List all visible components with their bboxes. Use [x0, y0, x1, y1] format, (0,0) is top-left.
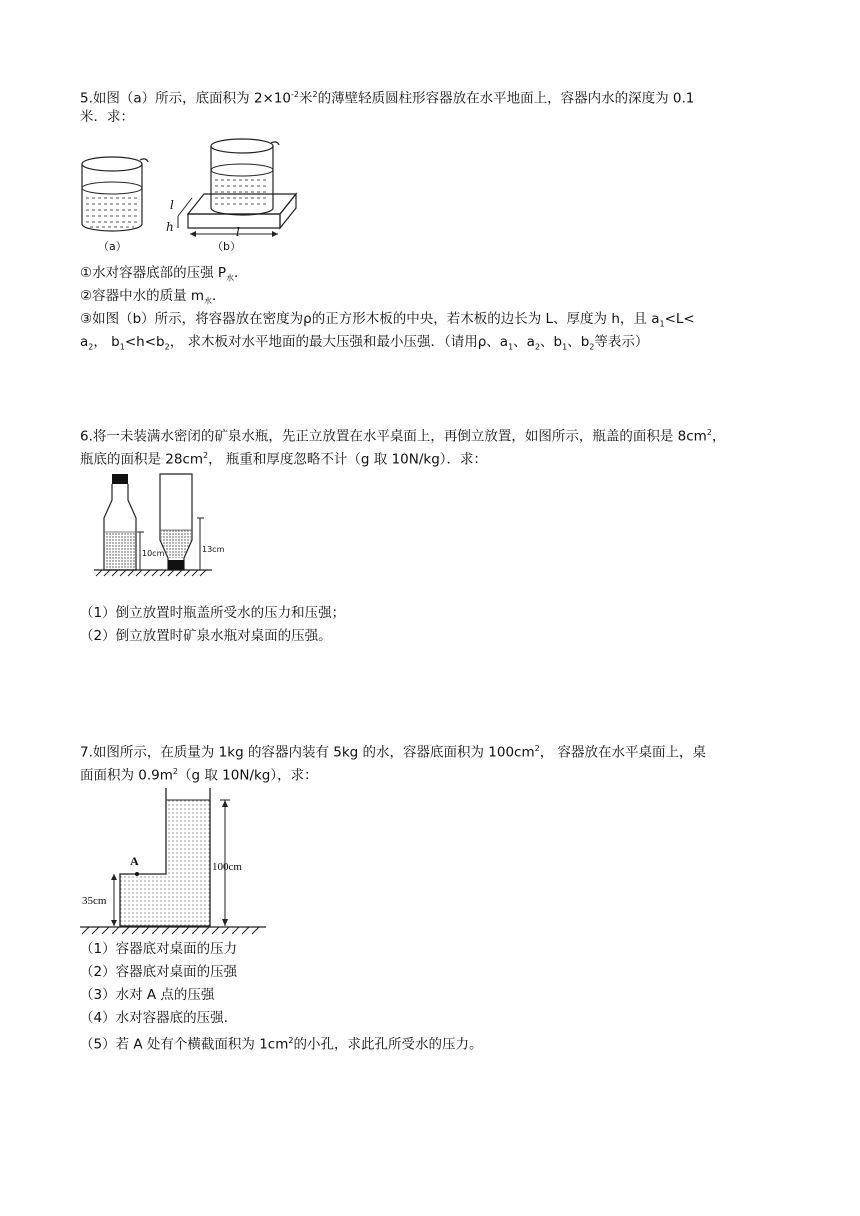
- q6-figure-bottles: [94, 470, 224, 582]
- q6-figure-label-13cm: 13cm: [202, 545, 225, 554]
- q7-item-5: （5）若 A 处有个横截面积为 $1cm^2$的小孔，求此孔所受水的压力。: [80, 1036, 483, 1053]
- q5-item-3-line2: $a_2$， $b_1<h<b_2$， 求木板对水平地面的最大压强和最小压强．（请用ρ、$a_1$、$a_2$、$b_1$、$b_2$等表示）: [80, 334, 649, 352]
- q7-item-1: （1）容器底对桌面的压力: [80, 941, 238, 957]
- q7-item-3: （3）水对 A 点的压强: [80, 987, 215, 1003]
- q5-item-1: ①水对容器底部的压强 $P_水$．: [80, 265, 248, 283]
- q7-figure-label-100cm: 100cm: [212, 861, 242, 873]
- q6-figure-label-10cm: 10cm: [142, 549, 165, 558]
- q5-figure-label-h: h: [166, 220, 174, 234]
- q7-item-4: （4）水对容器底的压强.: [80, 1010, 228, 1026]
- q7-item-2: （2）容器底对桌面的压强: [80, 964, 238, 980]
- q6-item-1: （1）倒立放置时瓶盖所受水的压力和压强；: [80, 605, 346, 621]
- q7-figure-label-35cm: 35cm: [82, 895, 107, 907]
- q5-figure-label-l-side: l: [170, 198, 174, 212]
- q5-stem-line1: 5.如图（a）所示，底面积为 $2\times 10^{-2}$米$^2$的薄壁轻质圆柱形容器放在水平地面上，容器内水的深度为 0.1: [80, 90, 695, 107]
- q6-stem-line2: 瓶底的面积是 $28cm^2$， 瓶重和厚度忽略不计（g 取 10N/kg）．求：: [80, 451, 488, 468]
- q5-figure-a-caption: （a）: [98, 240, 127, 253]
- q5-figure-b-caption: （b）: [212, 240, 241, 253]
- q5-figure-label-l-bottom: l: [236, 225, 240, 239]
- q7-stem-line1: 7.如图所示，在质量为 1kg 的容器内装有 5kg 的水，容器底面积为 $100cm^2$， 容器放在水平桌面上，桌: [80, 744, 707, 761]
- q7-figure-label-a: A: [130, 854, 139, 868]
- q5-item-2: ②容器中水的质量 $m_水$．: [80, 288, 226, 306]
- q5-stem-line2: 米．求：: [80, 109, 134, 125]
- q6-stem-line1: 6.将一未装满水密闭的矿泉水瓶，先正立放置在水平桌面上，再倒立放置，如图所示，瓶盖的面积是 $8cm^2$，: [80, 428, 726, 445]
- q5-item-3-line1: ③如图（b）所示，将容器放在密度为ρ的正方形木板的中央，若木板的边长为 L、厚度为 h，且 $a_1<L<$: [80, 311, 695, 329]
- q6-item-2: （2）倒立放置时矿泉水瓶对桌面的压强。: [80, 628, 332, 644]
- q7-stem-line2: 面面积为 $0.9m^2(g$ 取 10N/kg），求：: [80, 767, 318, 784]
